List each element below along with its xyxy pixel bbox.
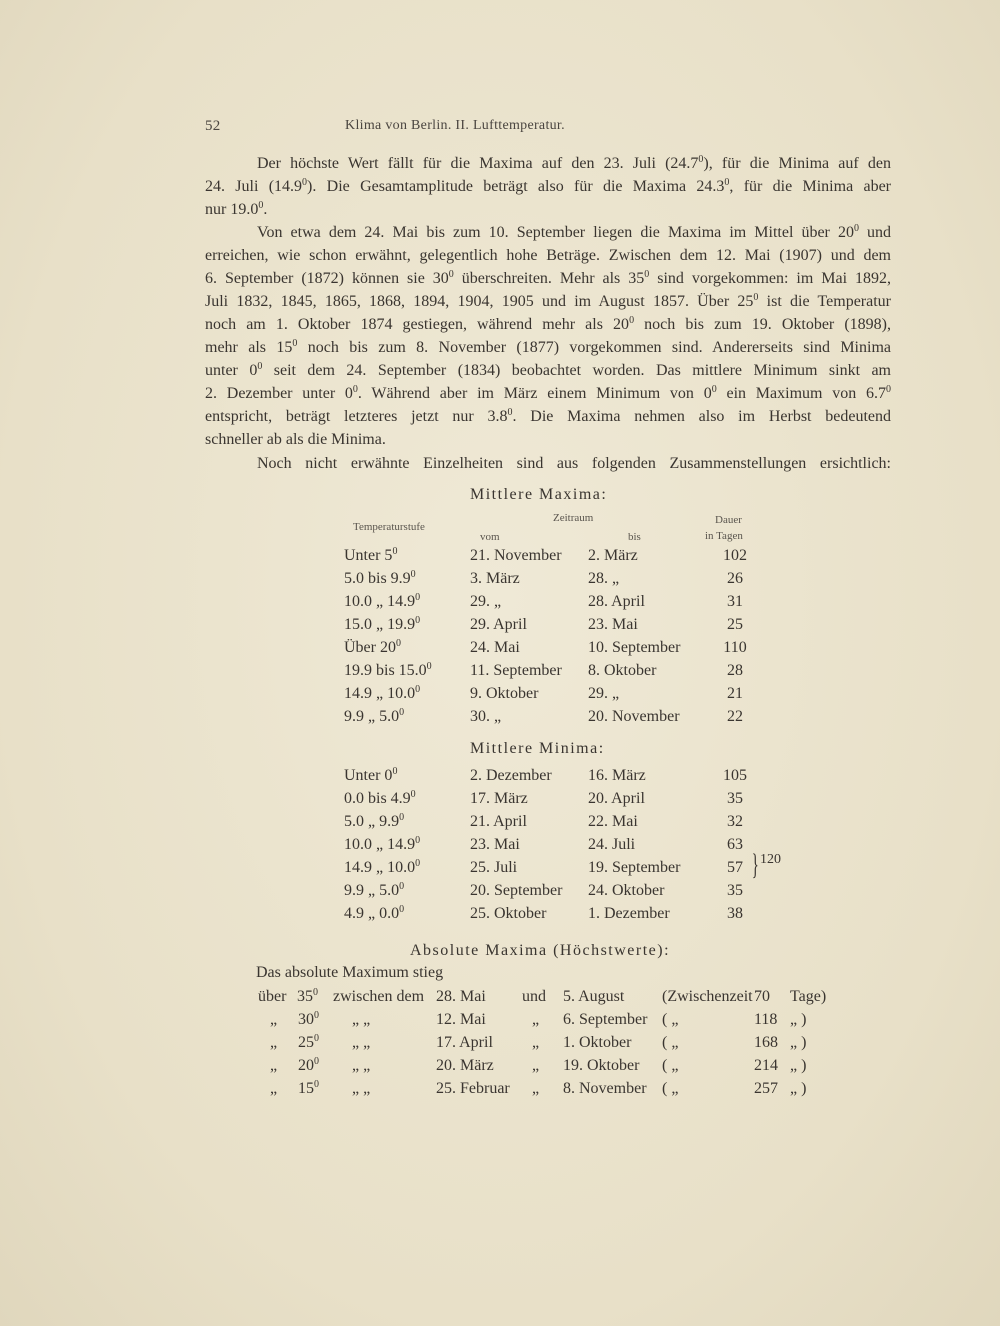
und-cell: „: [532, 1080, 540, 1097]
vom-cell: 21. April: [470, 813, 527, 830]
stufe-cell: 5.0 bis $9.9^0$: [344, 569, 416, 587]
threshold-cell: $35^0$: [297, 987, 318, 1005]
vom-cell: 24. Mai: [470, 639, 520, 656]
to-cell: 6. September: [563, 1011, 648, 1028]
dauer-cell: 105: [723, 767, 747, 784]
vom-cell: 25. Juli: [470, 859, 518, 876]
qualifier-cell: über: [258, 988, 287, 1005]
stufe-cell: 0.0 bis $4.9^0$: [344, 789, 416, 807]
text-line: erreichen, wie schon erwähnt, gelegentlich hohe Beträge. Zwischen dem 12. Mai (1907) und dem: [205, 247, 891, 264]
zwischen-cell: zwischen dem: [333, 988, 425, 1005]
stufe-cell: 9.9 „ $5.0^0$: [344, 707, 405, 725]
bracket-symbol: }: [751, 848, 759, 881]
tage-cell: Tage): [790, 988, 827, 1005]
page-number: 52: [205, 118, 221, 134]
days-cell: 257: [754, 1080, 778, 1097]
to-cell: 19. Oktober: [563, 1057, 640, 1074]
threshold-cell: $25^0$: [298, 1033, 319, 1051]
from-cell: 12. Mai: [436, 1011, 486, 1028]
table-max-row: [0, 570, 1000, 593]
dauer-cell: 21: [727, 685, 743, 702]
table-max-title: Mittlere Maxima:: [470, 486, 608, 503]
bis-cell: 10. September: [588, 639, 681, 656]
bis-cell: 1. Dezember: [588, 905, 670, 922]
dauer-cell: 110: [723, 639, 747, 656]
zwischenzeit-cell: ( „: [662, 1080, 679, 1097]
text-line: Juli 1832, 1845, 1865, 1868, 1894, 1904, 1905 und im August 1857. Über $25^0$ ist die Temperatur: [205, 292, 891, 310]
zwischen-cell: „ „: [352, 1011, 371, 1028]
bis-cell: 20. April: [588, 790, 645, 807]
paragraph-3: [205, 452, 891, 475]
vom-cell: 3. März: [470, 570, 520, 587]
running-title: Klima von Berlin. II. Lufttemperatur.: [345, 118, 565, 133]
tage-cell: „ ): [790, 1034, 807, 1051]
und-cell: „: [532, 1034, 540, 1051]
table-abs-title: Absolute Maxima (Höchstwerte):: [410, 942, 671, 959]
table-max-row: [0, 593, 1000, 616]
zwischen-cell: „ „: [352, 1057, 371, 1074]
table-min-row: [0, 767, 1000, 790]
vom-cell: 9. Oktober: [470, 685, 539, 702]
table-max-row: [0, 616, 1000, 639]
bis-cell: 28. „: [588, 570, 620, 587]
zwischenzeit-cell: ( „: [662, 1034, 679, 1051]
qualifier-cell: „: [270, 1011, 278, 1028]
table-max-row: [0, 708, 1000, 731]
qualifier-cell: „: [270, 1034, 278, 1051]
paragraph-2: [205, 221, 891, 451]
text-line: 2. Dezember unter $0^0$. Während aber im März einem Minimum von $0^0$ ein Maximum von $6.7^0$: [205, 384, 892, 402]
dauer-cell: 57: [727, 859, 743, 876]
stufe-cell: 5.0 „ $9.9^0$: [344, 812, 405, 830]
vom-cell: 11. September: [470, 662, 562, 679]
days-cell: 70: [754, 988, 770, 1005]
vom-cell: 21. November: [470, 547, 562, 564]
tage-cell: „ ): [790, 1080, 807, 1097]
table-max-row: [0, 639, 1000, 662]
header-bis: bis: [628, 531, 641, 543]
zwischen-cell: „ „: [352, 1080, 371, 1097]
bis-cell: 24. Oktober: [588, 882, 665, 899]
bis-cell: 20. November: [588, 708, 680, 725]
vom-cell: 20. September: [470, 882, 563, 899]
threshold-cell: $30^0$: [298, 1010, 319, 1028]
table-max-row: [0, 662, 1000, 685]
bracket-sum: 120: [760, 852, 781, 867]
header-in-tagen: in Tagen: [705, 530, 743, 542]
tage-cell: „ ): [790, 1057, 807, 1074]
bis-cell: 8. Oktober: [588, 662, 657, 679]
table-abs-intro: Das absolute Maximum stieg: [256, 964, 444, 981]
text-line: schneller ab als die Minima.: [205, 431, 386, 448]
header-zeitraum: Zeitraum: [553, 512, 594, 524]
dauer-cell: 35: [727, 882, 743, 899]
dauer-cell: 31: [727, 593, 743, 610]
text-line: unter $0^0$ seit dem 24. September (1834) beobachtet worden. Das mittlere Minimum sinkt am: [205, 361, 891, 379]
text-line: 6. September (1872) können sie $30^0$ überschreiten. Mehr als $35^0$ sind vorgekommen: im Mai 1892,: [205, 269, 892, 287]
bis-cell: 23. Mai: [588, 616, 638, 633]
stufe-cell: 4.9 „ $0.0^0$: [344, 904, 405, 922]
dauer-cell: 22: [727, 708, 743, 725]
stufe-cell: Unter $5^0$: [344, 546, 398, 564]
vom-cell: 29. „: [470, 593, 502, 610]
to-cell: 8. November: [563, 1080, 647, 1097]
header-temperaturstufe: Temperaturstufe: [353, 521, 425, 533]
table-abs-row: [0, 1057, 1000, 1080]
table-abs-row: [0, 988, 1000, 1011]
dauer-cell: 28: [727, 662, 743, 679]
vom-cell: 2. Dezember: [470, 767, 552, 784]
stufe-cell: 14.9 „ 10.0$^0$: [344, 684, 421, 702]
table-abs-row: [0, 1034, 1000, 1057]
from-cell: 25. Februar: [436, 1080, 510, 1097]
dauer-cell: 63: [727, 836, 743, 853]
text-line: 24. Juli (14.9$^0$). Die Gesamtamplitude beträgt also für die Maxima 24.3$^0$, für die Minima aber: [205, 177, 891, 195]
und-cell: „: [532, 1057, 540, 1074]
text-line: Von etwa dem 24. Mai bis zum 10. September liegen die Maxima im Mittel über $20^0$ und: [257, 223, 892, 241]
table-min-row: [0, 813, 1000, 836]
table-abs-row: [0, 1080, 1000, 1103]
vom-cell: 25. Oktober: [470, 905, 547, 922]
bis-cell: 29. „: [588, 685, 620, 702]
text-line: mehr als $15^0$ noch bis zum 8. November (1877) vorgekommen sind. Andererseits sind Minima: [205, 338, 891, 356]
days-cell: 118: [754, 1011, 778, 1028]
tage-cell: „ ): [790, 1011, 807, 1028]
text-line: nur 19.0$^0$.: [205, 200, 268, 218]
bis-cell: 16. März: [588, 767, 646, 784]
bis-cell: 19. September: [588, 859, 681, 876]
text-line: Der höchste Wert fällt für die Maxima auf den 23. Juli (24.7$^0$), für die Minima auf den: [257, 154, 892, 172]
from-cell: 20. März: [436, 1057, 494, 1074]
und-cell: „: [532, 1011, 540, 1028]
table-max-row: [0, 685, 1000, 708]
zwischenzeit-cell: ( „: [662, 1011, 679, 1028]
days-cell: 214: [754, 1057, 778, 1074]
table-abs-row: [0, 1011, 1000, 1034]
header-vom: vom: [480, 531, 500, 543]
stufe-cell: 10.0 „ 14.9$^0$: [344, 592, 421, 610]
bis-cell: 28. April: [588, 593, 645, 610]
stufe-cell: 15.0 „ 19.9$^0$: [344, 615, 421, 633]
qualifier-cell: „: [270, 1080, 278, 1097]
dauer-cell: 25: [727, 616, 743, 633]
zwischen-cell: „ „: [352, 1034, 371, 1051]
vom-cell: 29. April: [470, 616, 527, 633]
table-min-row: [0, 905, 1000, 928]
zwischenzeit-cell: (Zwischenzeit: [662, 988, 753, 1005]
table-min-row: [0, 790, 1000, 813]
qualifier-cell: „: [270, 1057, 278, 1074]
table-max-row: [0, 547, 1000, 570]
dauer-cell: 38: [727, 905, 743, 922]
text-line: Noch nicht erwähnte Einzelheiten sind aus folgenden Zusammenstellungen ersichtlich:: [257, 455, 891, 472]
from-cell: 28. Mai: [436, 988, 486, 1005]
text-line: entspricht, beträgt letzteres jetzt nur $3.8^0$. Die Maxima nehmen also im Herbst bedeutend: [205, 407, 892, 425]
stufe-cell: 10.0 „ 14.9$^0$: [344, 835, 421, 853]
vom-cell: 23. Mai: [470, 836, 520, 853]
text-line: noch am 1. Oktober 1874 gestiegen, während mehr als $20^0$ noch bis zum 19. Oktober (1898),: [205, 315, 892, 333]
paragraph-1: [205, 152, 891, 221]
table-min-row: [0, 859, 1000, 882]
header-dauer: Dauer: [715, 514, 742, 526]
bis-cell: 2. März: [588, 547, 638, 564]
stufe-cell: Unter $0^0$: [344, 766, 398, 784]
threshold-cell: $20^0$: [298, 1056, 319, 1074]
table-min-row: [0, 836, 1000, 859]
zwischenzeit-cell: ( „: [662, 1057, 679, 1074]
stufe-cell: 19.9 bis 15.0$^0$: [344, 661, 432, 679]
bis-cell: 22. Mai: [588, 813, 638, 830]
days-cell: 168: [754, 1034, 778, 1051]
vom-cell: 30. „: [470, 708, 502, 725]
dauer-cell: 26: [727, 570, 743, 587]
dauer-cell: 32: [727, 813, 743, 830]
und-cell: und: [522, 988, 546, 1005]
stufe-cell: 9.9 „ $5.0^0$: [344, 881, 405, 899]
table-min-row: [0, 882, 1000, 905]
stufe-cell: 14.9 „ 10.0$^0$: [344, 858, 421, 876]
vom-cell: 17. März: [470, 790, 528, 807]
table-min-title: Mittlere Minima:: [470, 740, 605, 757]
dauer-cell: 35: [727, 790, 743, 807]
from-cell: 17. April: [436, 1034, 493, 1051]
bis-cell: 24. Juli: [588, 836, 636, 853]
stufe-cell: Über $20^0$: [344, 638, 401, 656]
to-cell: 5. August: [563, 988, 625, 1005]
to-cell: 1. Oktober: [563, 1034, 632, 1051]
dauer-cell: 102: [723, 547, 747, 564]
threshold-cell: $15^0$: [298, 1079, 319, 1097]
